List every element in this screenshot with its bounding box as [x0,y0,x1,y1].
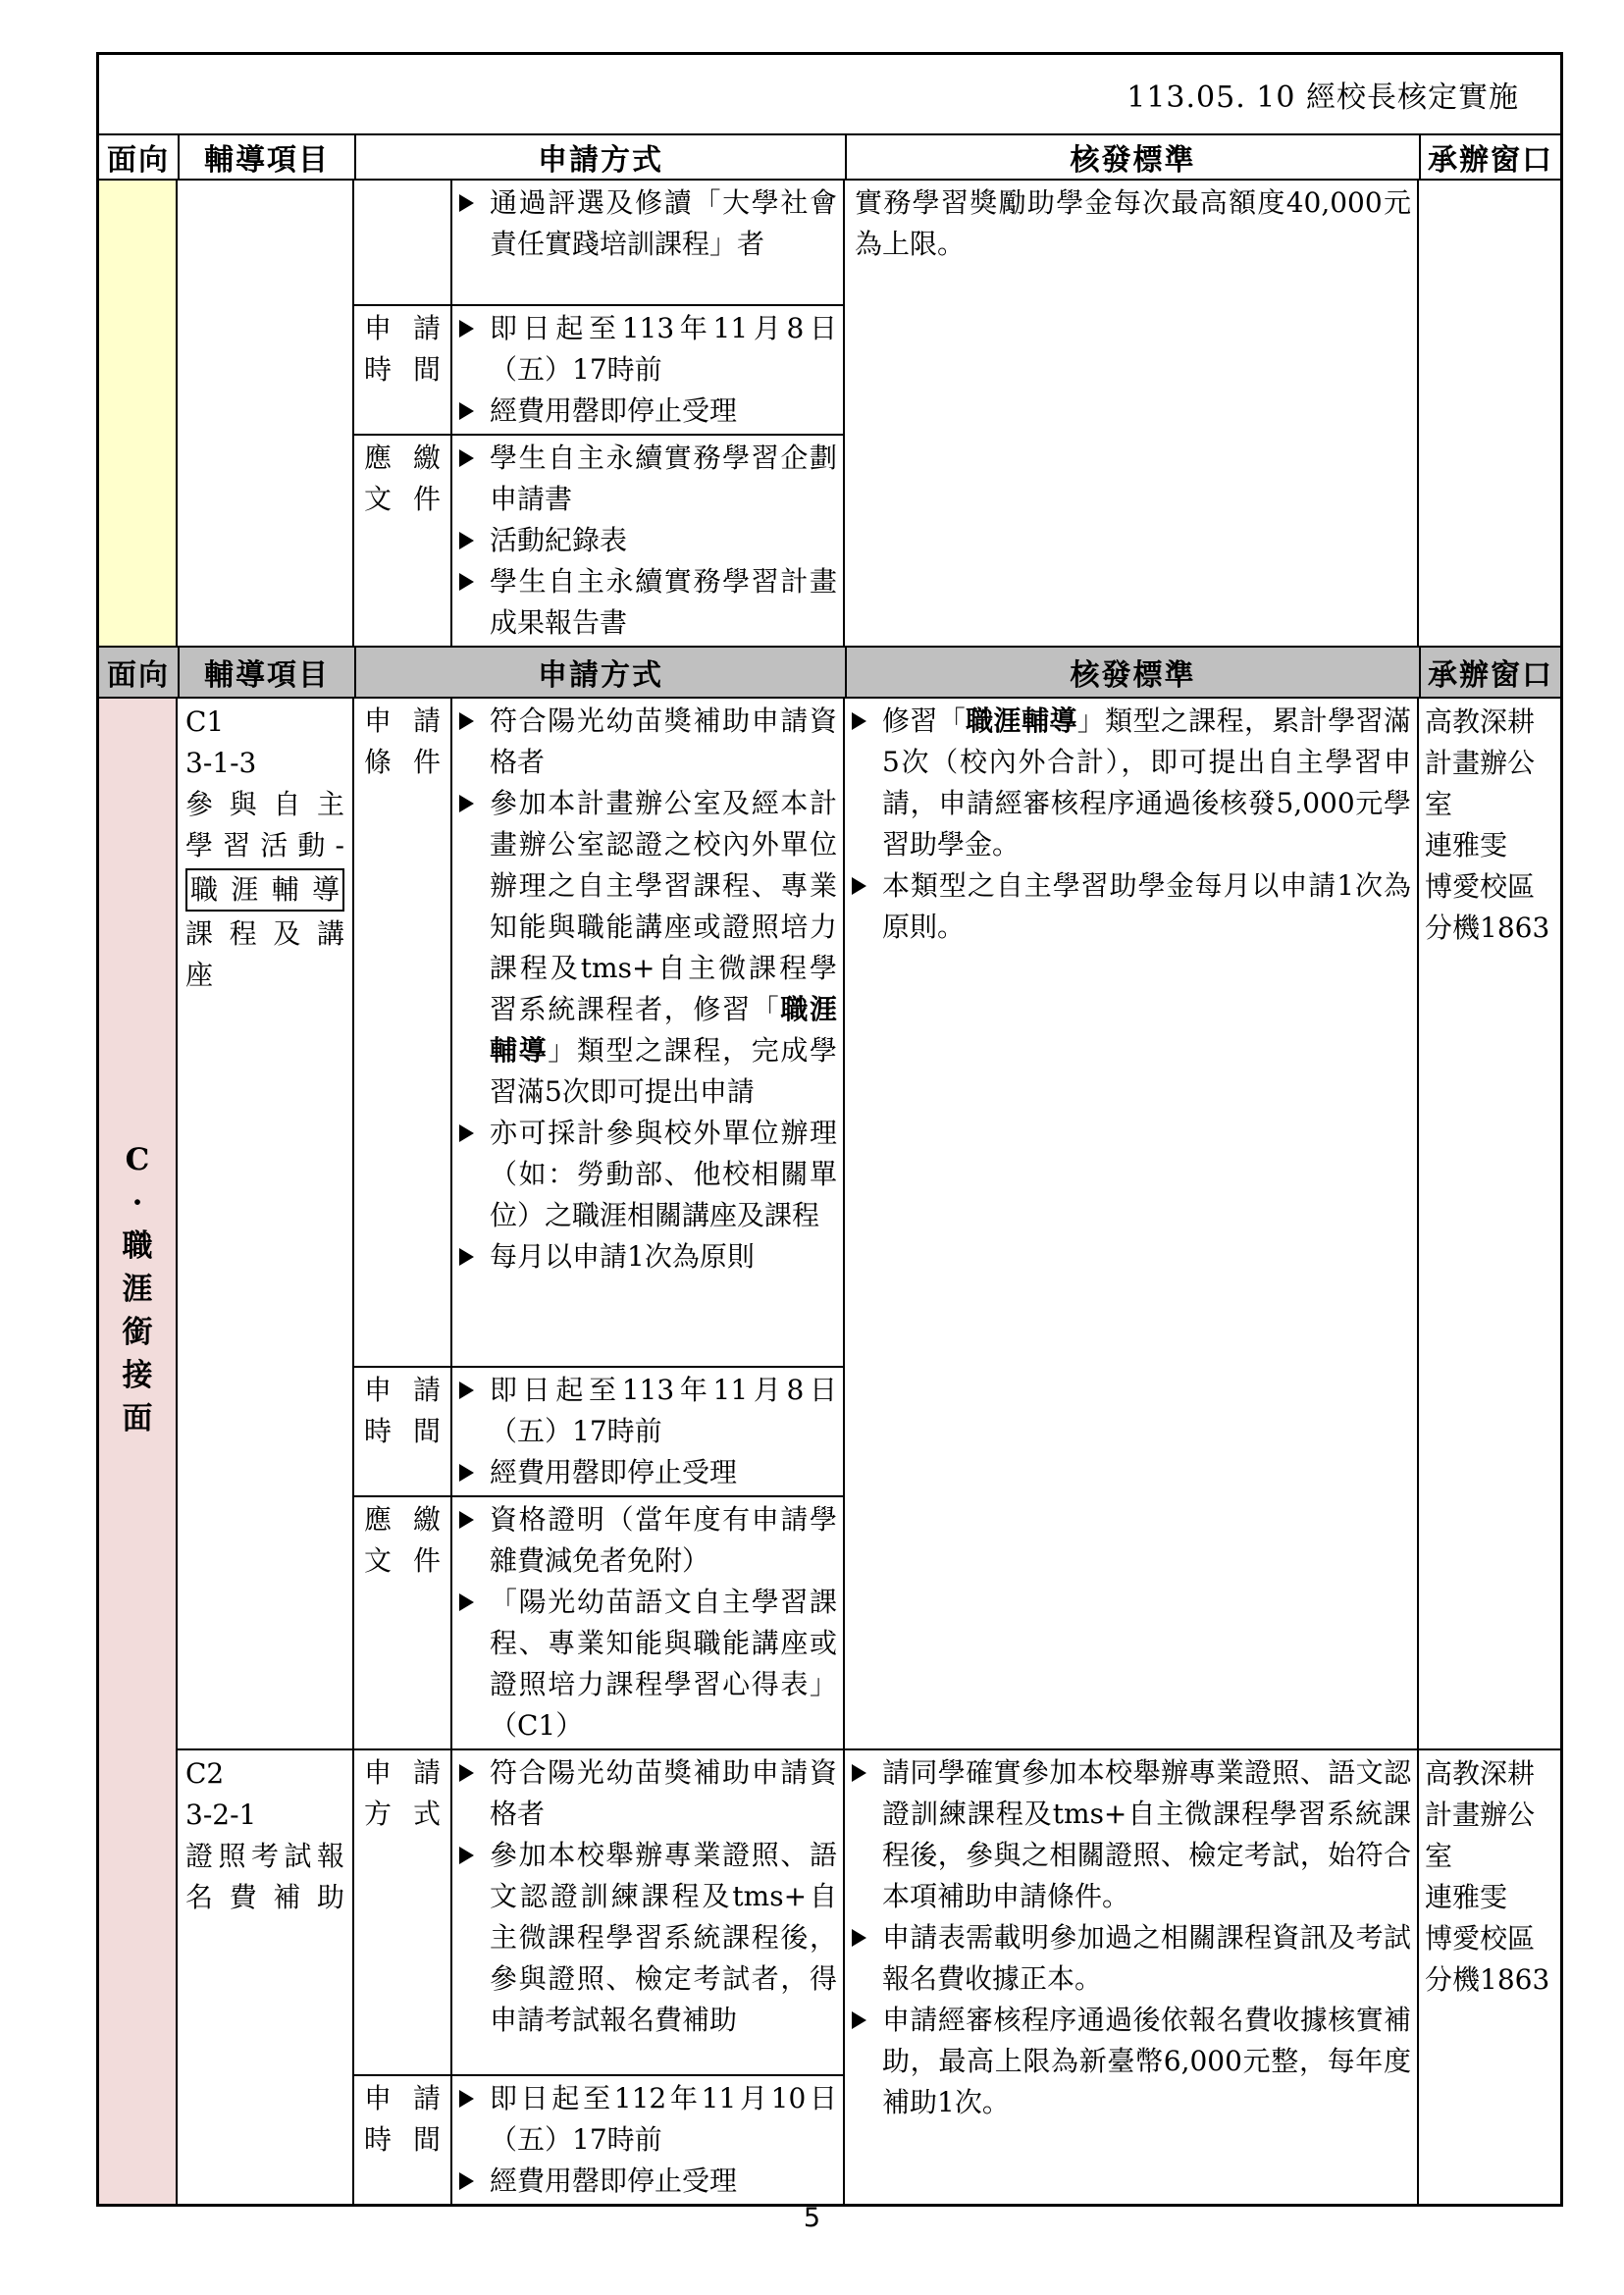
contact-cell [1419,699,1560,1748]
application-bullet [452,308,843,391]
bullet-text [490,783,843,1113]
arrowhead-glyph [459,1382,474,1399]
item-cell [178,181,354,646]
text-segment: 」類型之課程，完成學習滿5次即可提出申請 [490,1034,837,1108]
text-segment: 通過評選及修讀「大學社會責任實踐培訓課程」者 [490,186,837,260]
item-line: 3-1-3 [185,747,257,779]
subrow-label: 申請時間 [354,1368,452,1495]
arrowhead-glyph [459,573,474,591]
bullets-cell [452,2076,843,2204]
bullet-arrow-icon [845,1752,882,1782]
subrow [354,1750,843,2074]
arrowhead-glyph [852,1929,866,1947]
header-cell-contact: 承辦窗口 [1419,648,1560,697]
application-bullet [452,1582,843,1747]
text-segment: 參加本校舉辦專業證照、語文認證訓練課程及tms+自主微課程學習系統課程後，參與證照、檢定考試者，得申請考試報名費補助 [490,1839,837,2036]
bullet-text [882,701,1417,865]
text-segment: 學生自主永續實務學習計畫成果報告書 [490,565,837,639]
contact-cell [1419,1750,1560,2204]
section-groups [178,699,1560,2204]
arrowhead-glyph [459,795,474,812]
bullets-cell [452,699,843,1366]
bullet-text [845,183,1417,265]
aspect-char: · [131,1185,143,1221]
bullet-text [490,1835,843,2041]
text-segment: 實務學習獎勵助學金每次最高額度40,000元為上限。 [855,186,1411,260]
arrowhead-glyph [459,532,474,549]
standard-bullet [845,701,1417,865]
bullet-text [882,865,1417,948]
application-bullet [452,1113,843,1236]
item-cell [178,1750,354,2204]
highlighted-term: 職涯輔導 [490,993,837,1067]
text-segment: 符合陽光幼苗獎補助申請資格者 [490,704,837,778]
standard-cell [845,1750,1419,2204]
table-body [99,135,1560,2204]
application-bullet [452,438,843,520]
aspect-char: 銜 [122,1315,153,1350]
page-number: 5 [803,2203,821,2233]
section-row [99,697,1560,2204]
bullet-text [490,1236,843,1278]
bullet-arrow-icon [452,1370,490,1399]
apply-method-column [354,1750,845,2204]
bullets-cell [452,306,843,434]
item-line: 證照考試報 [185,1840,344,1872]
subrow-label: 應繳文件 [354,1497,452,1748]
standard-bullet [845,1917,1417,2000]
contact-line: 連雅雯 [1425,829,1508,861]
apply-method-column [354,699,845,1748]
text-segment: 經費用罄即停止受理 [490,1456,738,1488]
bullets-cell [452,436,843,646]
header-cell-standard: 核發標準 [845,648,1419,697]
subrow [354,1366,843,1495]
item-line: 參與自主 [185,788,344,820]
bullet-arrow-icon [452,2161,490,2190]
item-line: 學習活動- [185,829,344,861]
item-line: C1 [185,705,225,738]
standard-bullet [845,183,1417,265]
section-groups [178,181,1560,646]
bullets-cell [452,1497,843,1748]
subrow-label: 申請時間 [354,2076,452,2204]
arrowhead-glyph [459,2172,474,2190]
item-group [178,699,1560,1748]
application-bullet [452,520,843,561]
header-cell-apply-method: 申請方式 [354,135,845,179]
application-bullet [452,183,843,265]
bullet-arrow-icon [452,561,490,591]
item-group [178,181,1560,646]
bullet-text [490,1452,843,1493]
contact-line: 博愛校區分機1863 [1425,870,1550,944]
bullet-arrow-icon [452,391,490,420]
text-segment: 請同學確實參加本校舉辦專業證照、語文認證訓練課程及tms+自主微課程學習系統課程後，參與之相關證照、檢定考試，始符合本項補助申請條件。 [882,1756,1411,1912]
contact-cell [1419,181,1560,646]
item-group [178,1748,1560,2204]
application-bullet [452,1236,843,1278]
text-segment: 學生自主永續實務學習企劃申請書 [490,442,837,515]
text-segment: 「陽光幼苗語文自主學習課程、專業知能與職能講座或證照培力課程學習心得表」（C1） [490,1586,837,1742]
aspect-char: 涯 [122,1272,153,1307]
bullet-text [490,1582,843,1747]
bullet-arrow-icon [452,701,490,730]
text-segment: 經費用罄即停止受理 [490,394,738,427]
bullets-cell [452,181,843,304]
apply-method-column [354,181,845,646]
bullet-arrow-icon [452,308,490,338]
bullet-text [490,308,843,391]
aspect-char: 職 [122,1228,153,1264]
item-cell [178,699,354,1748]
header-cell-apply-method: 申請方式 [354,648,845,697]
table-header-row-repeat [99,646,1560,697]
item-line: C2 [185,1757,225,1790]
bullet-arrow-icon [452,783,490,812]
application-bullet [452,1835,843,2041]
text-segment: 亦可採計參與校外單位辦理（如：勞動部、他校相關單位）之職涯相關講座及課程 [490,1117,837,1231]
application-bullet [452,2078,843,2161]
subrow-label: 應繳文件 [354,436,452,646]
text-segment: 符合陽光幼苗獎補助申請資格者 [490,1756,837,1830]
bullet-text [490,2078,843,2161]
highlighted-term: 職涯輔導 [966,704,1077,737]
application-bullet [452,701,843,783]
aspect-char: 接 [122,1358,153,1393]
approval-note: 113.05. 10 經校長核定實施 [1126,80,1519,115]
bullet-arrow-icon [845,865,882,895]
arrowhead-glyph [459,2090,474,2108]
bullet-arrow-icon [452,1452,490,1482]
standard-cell [845,181,1419,646]
bullet-text [490,391,843,432]
arrowhead-glyph [459,1248,474,1266]
arrowhead-glyph [459,320,474,338]
text-segment: 申請表需載明參加過之相關課程資訊及考試報名費收據正本。 [882,1921,1411,1995]
arrowhead-glyph [852,2011,866,2029]
standard-bullet [845,2000,1417,2123]
application-bullet [452,783,843,1113]
bullet-arrow-icon [452,1236,490,1266]
approval-note-row [99,55,1560,135]
bullet-arrow-icon [452,183,490,212]
text-segment: 申請經審核程序通過後依報名費收據核實補助，最高上限為新臺幣6,000元整，每年度補助1次。 [882,2004,1411,2118]
bullet-arrow-icon [845,2000,882,2029]
standard-bullet [845,1752,1417,1917]
subrow [354,699,843,1366]
arrowhead-glyph [459,194,474,212]
bullet-arrow-icon [452,1582,490,1611]
aspect-char: C [125,1142,150,1177]
bullet-arrow-icon [452,520,490,549]
arrowhead-glyph [459,1511,474,1529]
subrow-label: 申請時間 [354,306,452,434]
bullet-text [490,1752,843,1835]
bullets-cell [452,1750,843,2074]
subrow-label: 申請方式 [354,1750,452,2074]
text-segment: 」類型之課程，累計學習滿5次（校內外合計），即可提出自主學習申請，申請經審核程序通過後核發5,000元學習助學金。 [882,704,1411,861]
arrowhead-glyph [852,877,866,895]
subrow [354,181,843,304]
arrowhead-glyph [459,1593,474,1611]
table-header-row [99,135,1560,179]
subrow [354,2074,843,2204]
boxed-term: 職涯輔導 [185,868,344,912]
arrowhead-glyph [459,449,474,467]
bullet-text [882,1752,1417,1917]
header-cell-aspect: 面向 [107,658,170,693]
arrowhead-glyph [459,1764,474,1782]
text-segment: 即日起至113年11月8日（五）17時前 [490,312,837,386]
contact-line: 高教深耕計畫辦公室 [1425,1757,1536,1872]
arrowhead-glyph [852,1764,866,1782]
subrow [354,304,843,434]
bullet-text [490,438,843,520]
arrowhead-glyph [852,712,866,730]
bullet-text [490,520,843,561]
aspect-char: 面 [122,1401,153,1436]
arrowhead-glyph [459,1124,474,1142]
bullet-arrow-icon [845,701,882,730]
contact-line: 連雅雯 [1425,1881,1508,1913]
header-cell-contact: 承辦窗口 [1419,135,1560,179]
bullet-arrow-icon [452,438,490,467]
bullet-arrow-icon [452,1499,490,1529]
text-segment: 資格證明（當年度有申請學雜費減免者免附） [490,1503,837,1577]
item-line: 課程及講 [185,917,344,950]
subrow [354,434,843,646]
text-segment: 即日起至113年11月8日（五）17時前 [490,1374,837,1447]
header-cell-item: 輔導項目 [178,135,354,179]
standard-cell [845,699,1419,1748]
application-bullet [452,561,843,644]
bullet-text [882,2000,1417,2123]
arrowhead-glyph [459,402,474,420]
text-segment: 即日起至112年11月10日（五）17時前 [490,2082,837,2156]
bullet-text [882,1917,1417,2000]
bullet-text [490,183,843,265]
item-line: 座 [185,959,214,991]
subrow-label [354,181,452,304]
application-bullet [452,1370,843,1452]
arrowhead-glyph [459,1464,474,1482]
text-segment: 修習「 [882,704,967,737]
bullet-arrow-icon [452,1752,490,1782]
text-segment: 活動紀錄表 [490,524,628,556]
text-segment: 參加本計畫辦公室及經本計畫辦公室認證之校內外單位辦理之自主學習課程、專業知能與職能講座或證照培力課程及tms+自主微課程學習系統課程者，修習「 [490,787,837,1025]
bullet-text [490,1499,843,1582]
item-line: 3-2-1 [185,1799,257,1831]
header-cell-standard: 核發標準 [845,135,1419,179]
bullet-arrow-icon [452,2078,490,2108]
subrow-label: 申請條件 [354,699,452,1366]
subsidy-table [96,52,1563,2207]
arrowhead-glyph [459,1847,474,1864]
aspect-cell [99,699,178,2204]
aspect-cell [99,181,178,646]
item-line: 名費補助 [185,1881,344,1913]
bullet-arrow-icon [452,1113,490,1142]
bullet-text [490,561,843,644]
bullet-arrow-icon [452,1835,490,1864]
text-segment: 本類型之自主學習助學金每月以申請1次為原則。 [882,869,1411,943]
bullet-text [490,1370,843,1452]
application-bullet [452,2161,843,2202]
arrowhead-glyph [459,712,474,730]
contact-line: 博愛校區分機1863 [1425,1922,1550,1996]
bullet-arrow-icon [845,1917,882,1947]
aspect-vertical-label [99,1138,176,1440]
standard-bullet [845,865,1417,948]
application-bullet [452,1752,843,1835]
header-cell-aspect: 面向 [107,143,170,178]
bullet-text [490,701,843,783]
bullet-text [490,1113,843,1236]
application-bullet [452,1452,843,1493]
text-segment: 每月以申請1次為原則 [490,1240,755,1273]
contact-line: 高教深耕計畫辦公室 [1425,705,1536,820]
bullet-text [490,2161,843,2202]
application-bullet [452,391,843,432]
text-segment: 經費用罄即停止受理 [490,2165,738,2197]
application-bullet [452,1499,843,1582]
section-row [99,179,1560,646]
header-cell-item: 輔導項目 [178,648,354,697]
bullets-cell [452,1368,843,1495]
subrow [354,1495,843,1748]
